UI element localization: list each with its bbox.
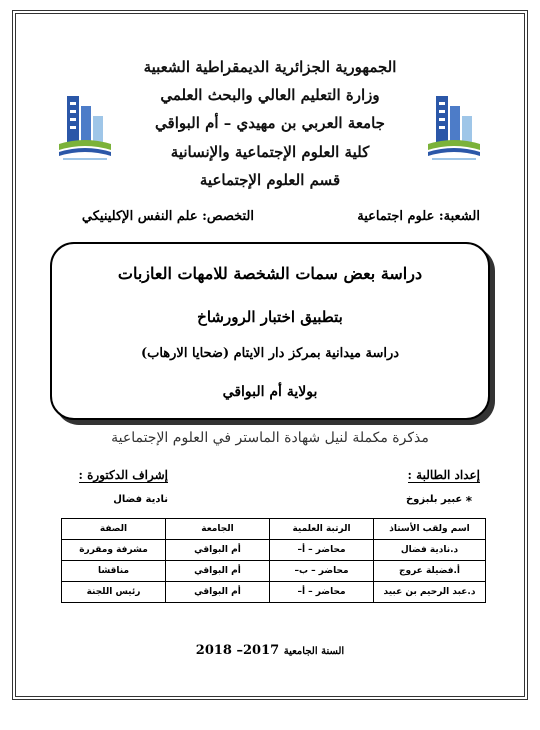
thesis-title-main: دراسة بعض سمات الشخصة للامهات العازبات bbox=[117, 264, 423, 283]
thesis-title-box bbox=[50, 242, 490, 420]
table-cell: أم البواقي bbox=[166, 561, 270, 582]
academic-year-value: 2017– 2018 bbox=[195, 643, 280, 658]
student-label: إعداد الطالبة : bbox=[407, 468, 480, 482]
table-cell: مشرفة ومقررة bbox=[62, 540, 166, 561]
table-cell: أم البواقي bbox=[166, 540, 270, 561]
university-title: جامعة العربي بن مهيدي – أم البواقي bbox=[155, 114, 385, 132]
table-cell: مناقشا bbox=[62, 561, 166, 582]
ministry-title: وزارة التعليم العالي والبحث العلمي bbox=[160, 86, 380, 104]
specialty-label: التخصص: علم النفس الإكلينيكي bbox=[81, 209, 254, 224]
header-professor-name: اسم ولقب الأستاذ bbox=[374, 519, 486, 540]
table-cell: أم البواقي bbox=[166, 582, 270, 603]
student-name bbox=[406, 494, 472, 508]
committee-table bbox=[61, 518, 486, 603]
table-cell: رئيس اللجنة bbox=[62, 582, 166, 603]
university-logo-left bbox=[57, 92, 113, 162]
table-cell: أ.فضيلة عروج bbox=[374, 561, 486, 582]
table-cell: د.عبد الرحيم بن عبيد bbox=[374, 582, 486, 603]
table-row bbox=[62, 540, 486, 561]
table-header-row bbox=[62, 519, 486, 540]
faculty-title: كلية العلوم الإجتماعية والإنسانية bbox=[170, 143, 370, 161]
header-role: الصفة bbox=[62, 519, 166, 540]
academic-year bbox=[0, 643, 540, 658]
student-name-text: عبير بلبزوخ bbox=[405, 494, 463, 505]
supervisor-name: نادية فضال bbox=[113, 494, 168, 505]
table-cell: محاضر – أ– bbox=[270, 540, 374, 561]
building-logo-icon bbox=[426, 92, 482, 162]
university-logo-right bbox=[426, 92, 482, 162]
header-academic-rank: الرتبة العلمية bbox=[270, 519, 374, 540]
department-title: قسم العلوم الإجتماعية bbox=[199, 171, 341, 189]
thesis-title-sub: بتطبيق اختبار الرورشاخ bbox=[197, 308, 343, 326]
student-marker: * bbox=[465, 494, 472, 508]
table-cell: د.نادية فضال bbox=[374, 540, 486, 561]
republic-title: الجمهورية الجزائرية الديمقراطية الشعبية bbox=[143, 58, 397, 76]
header-university: الجامعة bbox=[166, 519, 270, 540]
table-row bbox=[62, 561, 486, 582]
table-row bbox=[62, 582, 486, 603]
branch-label: الشعبة: علوم اجتماعية bbox=[357, 209, 480, 224]
memo-statement: مذكرة مكملة لنيل شهادة الماستر في العلوم الإجتماعية bbox=[111, 430, 429, 446]
supervisor-label: إشراف الدكتورة : bbox=[78, 468, 168, 482]
building-logo-icon bbox=[57, 92, 113, 162]
table-cell: محاضر – ب– bbox=[270, 561, 374, 582]
academic-year-label: السنة الجامعية bbox=[283, 646, 345, 657]
table-cell: محاضر – أ– bbox=[270, 582, 374, 603]
thesis-field-study: دراسة ميدانية بمركز دار الايتام (ضحايا الارهاب) bbox=[140, 346, 400, 361]
thesis-location: بولاية أم البواقي bbox=[222, 384, 318, 400]
